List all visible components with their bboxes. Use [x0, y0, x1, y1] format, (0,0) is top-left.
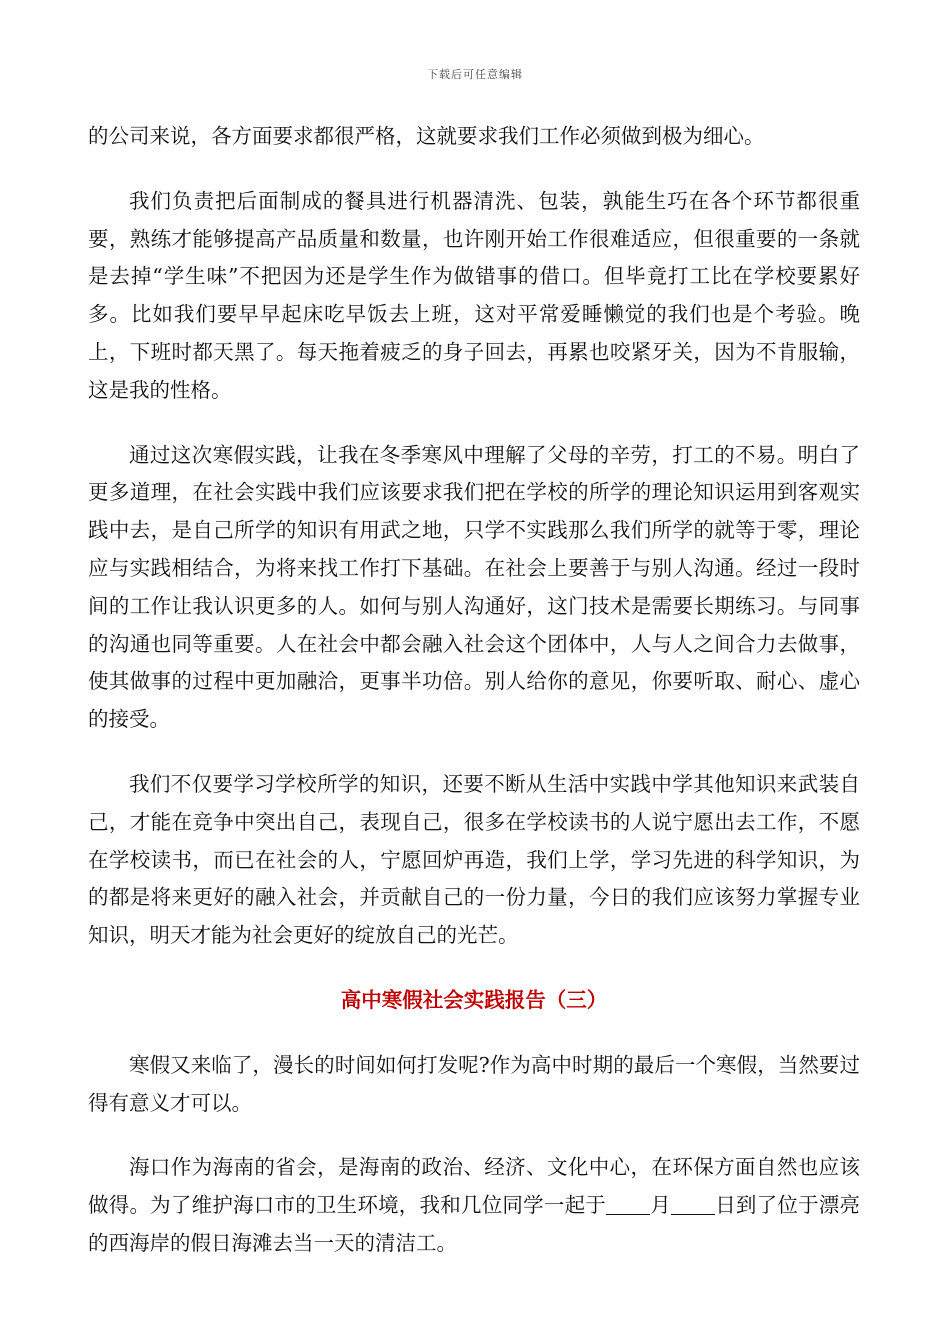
download-note: 下载后可任意编辑: [427, 68, 523, 81]
haikou-text-part2: 到了位于漂亮的西海岸的假日海滩去当一天的清洁工。: [88, 1193, 861, 1255]
month-blank: [606, 1193, 650, 1216]
paragraph-continued: 的公司来说，各方面要求都很严格，这就要求我们工作必须做到极为细心。: [88, 124, 765, 148]
month-label: 月: [650, 1193, 671, 1218]
paragraph-haikou: [88, 1149, 860, 1262]
paragraph-practice-reflection: 通过这次寒假实践，让我在冬季寒风中理解了父母的辛劳，打工的不易。明白了更多道理，在社会实践中我们应该要求我们把在学校的所学的理论知识运用到客观实践中去，是自己所学的知识有用武之地，只学不实践那么我们所学的就等于零，理论应与实践相结合，为将来找工作打下基础。在社会上要善于与别人沟通。经过一段时间的工作让我认识更多的人。如何与别人沟通好，这门技术是需要长期练习。与同事的沟通也同等重要。人在社会中都会融入社会这个团体中，人与人之间合力去做事，使其做事的过程中更加融洽，更事半功倍。别人给你的意见，你要听取、耐心、虚心的接受。: [88, 442, 860, 732]
paragraph-work-duties: 我们负责把后面制成的餐具进行机器清洗、包装，孰能生巧在各个环节都很重要，熟练才能够提高产品质量和数量，也许刚开始工作很难适应，但很重要的一条就是去掉“学生味”不把因为还是学生作为做错事的借口。但毕竟打工比在学校要累好多。比如我们要早早起床吃早饭去上班，这对平常爱睡懒觉的我们也是个考验。晚上，下班时都天黑了。每天拖着疲乏的身子回去，再累也咬紧牙关，因为不肯服输，这是我的性格。: [88, 188, 860, 402]
section-title: 高中寒假社会实践报告（三）: [340, 987, 608, 1012]
day-label: 日: [714, 1193, 736, 1218]
day-blank: [671, 1193, 715, 1216]
haikou-text-part1: 海口作为海南的省会，是海南的政治、经济、文化中心，在环保方面自然也应该做得。为了维护海口市的卫生环境，我和几位同学一起于: [88, 1155, 860, 1218]
paragraph-winter-break: 寒假又来临了，漫长的时间如何打发呢?作为高中时期的最后一个寒假，当然要过得有意义才可以。: [88, 1052, 860, 1115]
paragraph-learning: 我们不仅要学习学校所学的知识，还要不断从生活中实践中学其他知识来武装自己，才能在竞争中突出自己，表现自己，很多在学校读书的人说宁愿出去工作，不愿在学校读书，而已在社会的人，宁愿回炉再造，我们上学，学习先进的科学知识，为的都是将来更好的融入社会，并贡献自己的一份力量，今日的我们应该努力掌握专业知识，明天才能为社会更好的绽放自己的光芒。: [88, 771, 860, 948]
document-body: [88, 118, 860, 1263]
